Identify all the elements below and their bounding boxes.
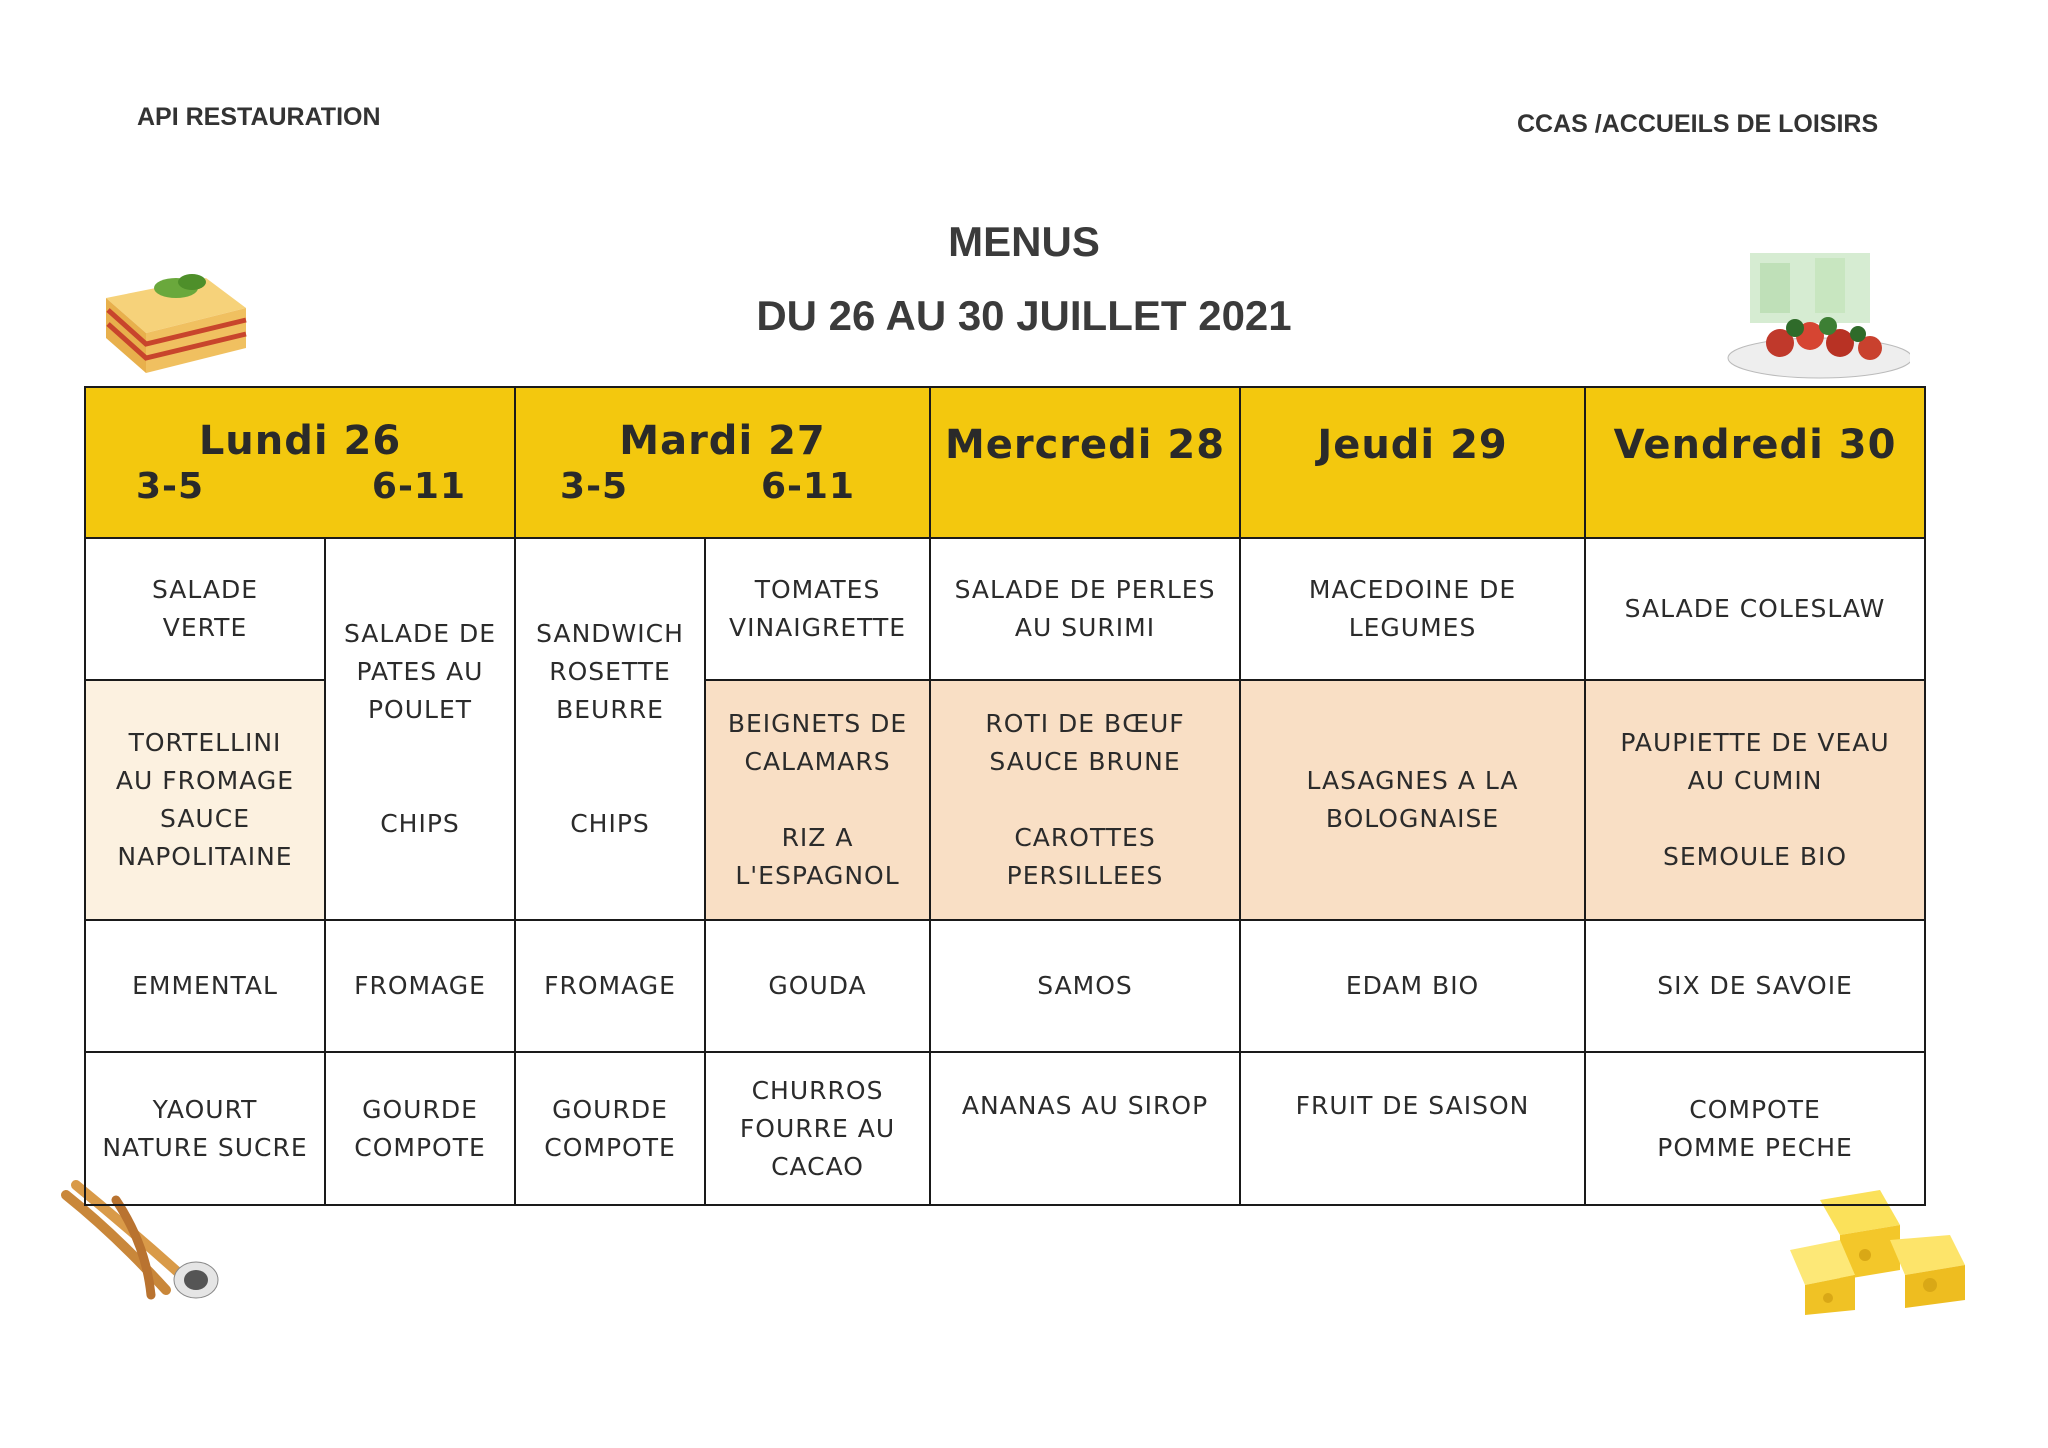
age-group-label: 3-5 xyxy=(560,466,629,508)
menu-cell: TOMATES VINAIGRETTE xyxy=(705,538,930,681)
menu-cell: SAMOS xyxy=(930,920,1240,1053)
menu-cell: SALADE VERTE xyxy=(85,538,325,681)
page-title: MENUS xyxy=(948,218,1100,265)
company-name: API RESTAURATION xyxy=(137,103,381,131)
lasagna-image xyxy=(96,258,256,378)
age-group-label: 6-11 xyxy=(371,466,467,508)
menu-cell: COMPOTE POMME PECHE xyxy=(1585,1052,1925,1205)
day-header-row xyxy=(85,387,1925,538)
menu-cell: CHURROS FOURRE AU CACAO xyxy=(705,1052,930,1205)
menu-cell: BEIGNETS DE CALAMARS RIZ A L'ESPAGNOL xyxy=(705,680,930,919)
menu-cell: GOUDA xyxy=(705,920,930,1053)
age-group-label: 3-5 xyxy=(136,466,205,508)
menu-cell: FROMAGE xyxy=(515,920,705,1053)
menu-cell: MACEDOINE DE LEGUMES xyxy=(1240,538,1585,681)
day-label: Lundi 26 xyxy=(198,418,402,465)
day-label: Mercredi 28 xyxy=(944,422,1226,468)
day-label: Jeudi 29 xyxy=(1317,422,1508,468)
menu-table xyxy=(84,386,1926,1206)
menu-cell: GOURDE COMPOTE xyxy=(325,1052,515,1205)
menu-cell: ROTI DE BŒUF SAUCE BRUNE CAROTTES PERSILLEES xyxy=(930,680,1240,919)
menu-cell: PAUPIETTE DE VEAU AU CUMIN SEMOULE BIO xyxy=(1585,680,1925,919)
menu-cell: TORTELLINI AU FROMAGE SAUCE NAPOLITAINE xyxy=(85,680,325,919)
age-group-label: 6-11 xyxy=(760,466,856,508)
starter-row xyxy=(85,538,1925,681)
tomato-salad-image xyxy=(1720,248,1910,383)
menu-cell: GOURDE COMPOTE xyxy=(515,1052,705,1205)
day-header-mardi xyxy=(515,387,930,538)
client-name: CCAS /ACCUEILS DE LOISIRS xyxy=(1517,110,1879,138)
menu-cell: SALADE COLESLAW xyxy=(1585,538,1925,681)
menu-cell: EDAM BIO xyxy=(1240,920,1585,1053)
day-label: Mardi 27 xyxy=(619,418,826,465)
day-header-jeudi xyxy=(1240,387,1585,538)
menu-cell: FROMAGE xyxy=(325,920,515,1053)
day-label: Vendredi 30 xyxy=(1613,422,1897,468)
menu-cell: SALADE DE PERLES AU SURIMI xyxy=(930,538,1240,681)
day-header-mercredi xyxy=(930,387,1240,538)
menu-cell: SIX DE SAVOIE xyxy=(1585,920,1925,1053)
day-header-vendredi xyxy=(1585,387,1925,538)
menu-cell: LASAGNES A LA BOLOGNAISE xyxy=(1240,680,1585,919)
cheese-row xyxy=(85,920,1925,1053)
menu-cell: SALADE DE PATES AU POULET CHIPS xyxy=(325,538,515,920)
menu-cell: YAOURT NATURE SUCRE xyxy=(85,1052,325,1205)
menu-cell: EMMENTAL xyxy=(85,920,325,1053)
dessert-row xyxy=(85,1052,1925,1205)
menu-cell: FRUIT DE SAISON xyxy=(1240,1052,1585,1205)
menu-cell: SANDWICH ROSETTE BEURRE CHIPS xyxy=(515,538,705,920)
menu-cell: ANANAS AU SIROP xyxy=(930,1052,1240,1205)
date-range-title: DU 26 AU 30 JUILLET 2021 xyxy=(756,292,1292,339)
day-header-lundi xyxy=(85,387,515,538)
